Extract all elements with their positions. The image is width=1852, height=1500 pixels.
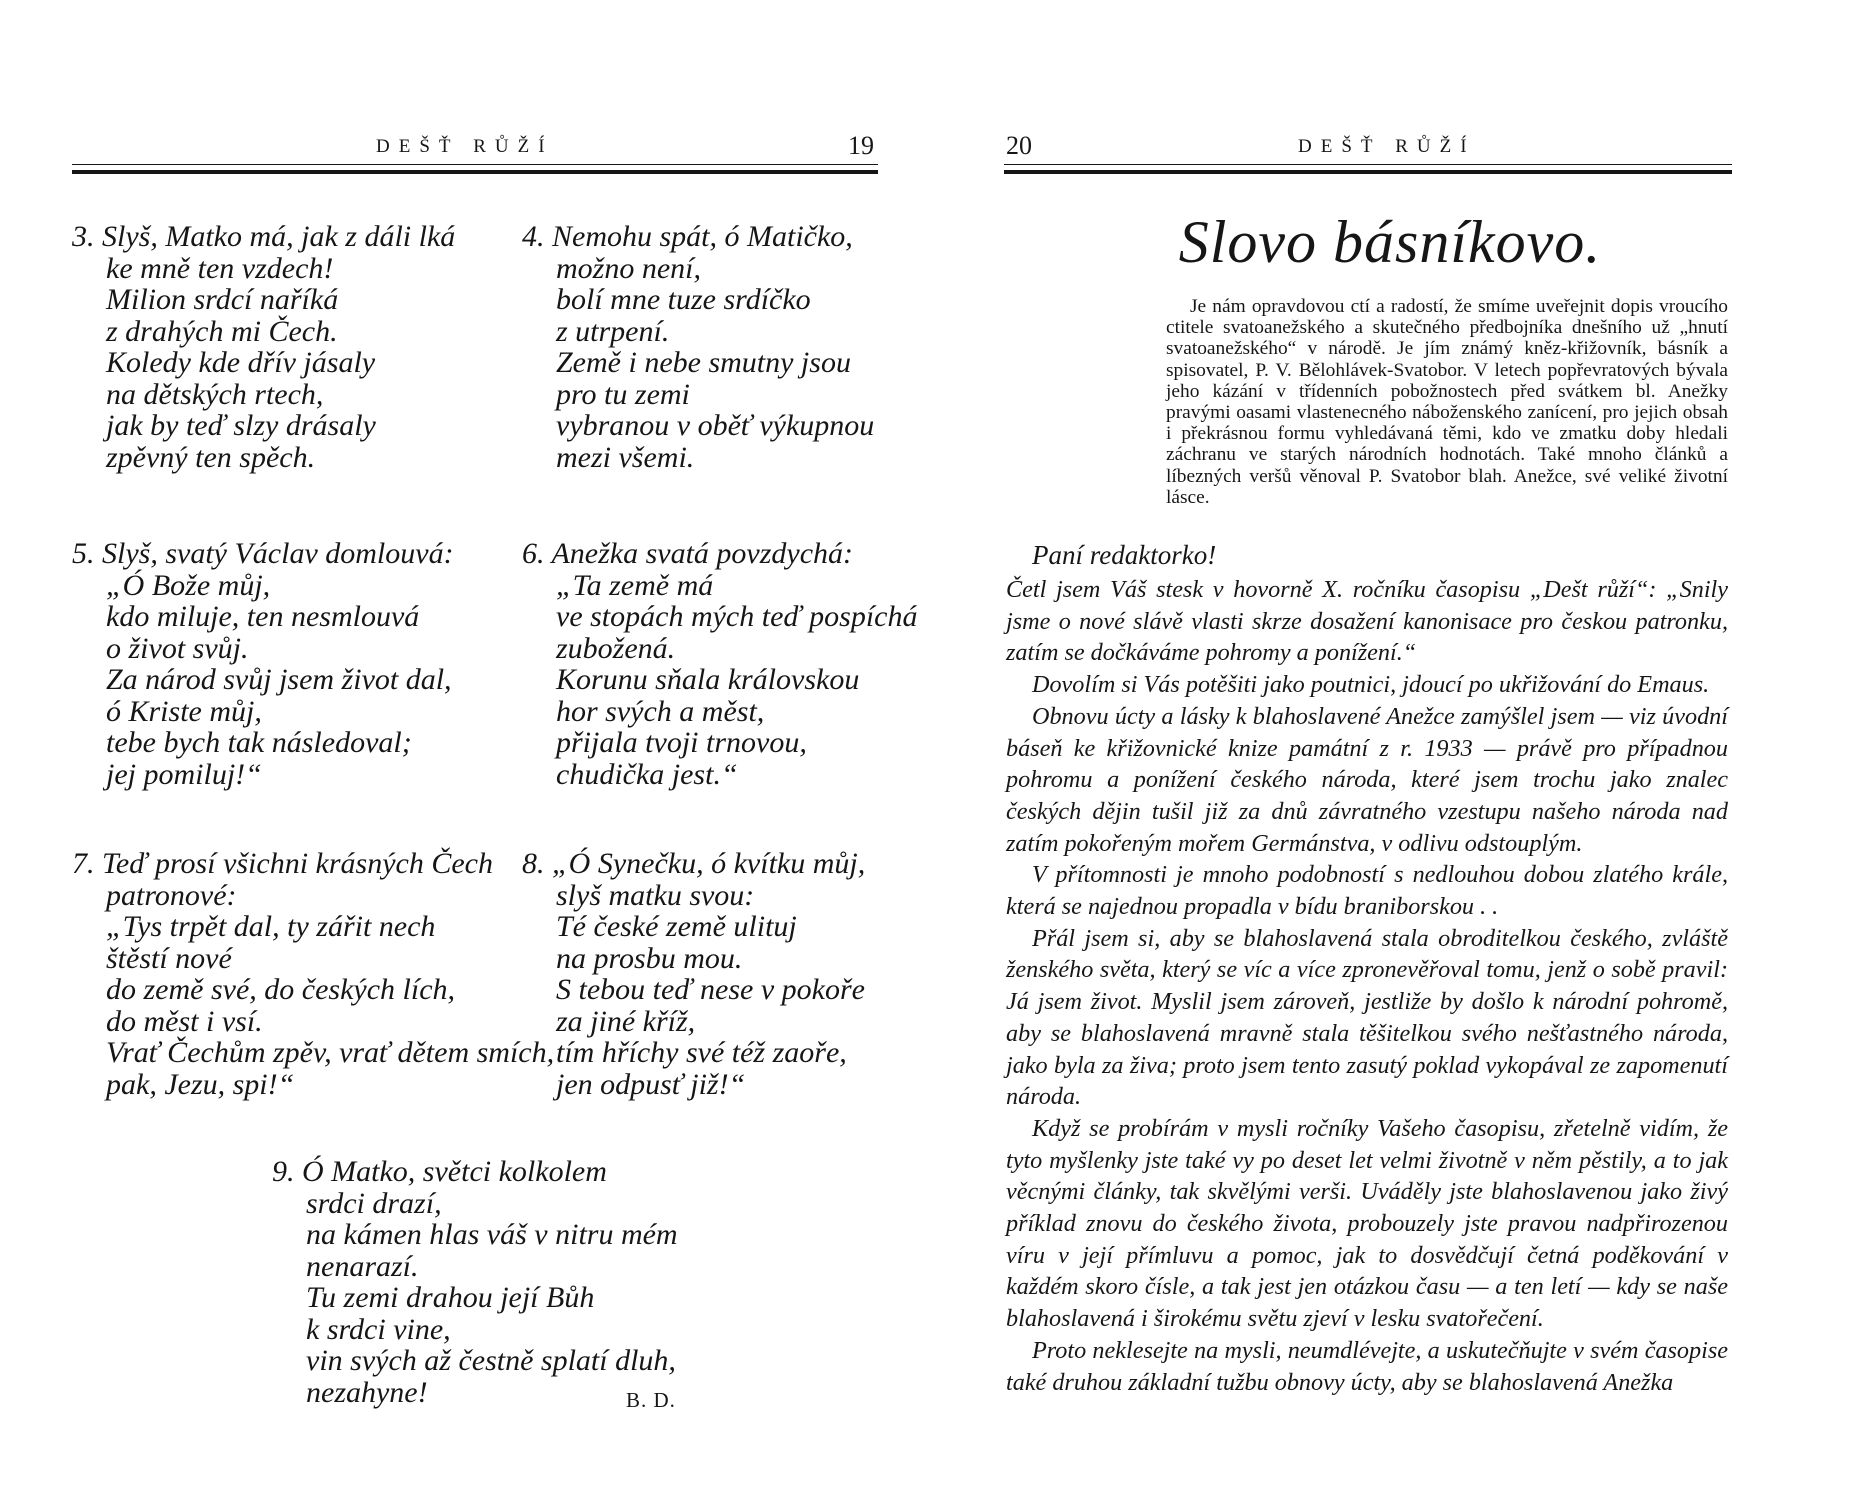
verse-line: chudička jest.“	[556, 757, 738, 791]
verse-line: mezi všemi.	[556, 440, 695, 474]
verse-line: Země i nebe smutny jsou	[556, 346, 851, 379]
verse-line: ke mně ten vzdech!	[106, 251, 334, 285]
header-rule-thick	[1004, 170, 1732, 174]
verse-line: nezahyne!	[306, 1375, 428, 1409]
salutation: Paní redaktorko!	[1032, 540, 1217, 570]
article-title: Slovo básníkovo.	[1178, 209, 1602, 275]
verse-line: slyš matku svou:	[556, 878, 755, 912]
verse-line: ve stopách mých teď pospíchá	[556, 600, 918, 633]
verse-line: vybranou v oběť výkupnou	[556, 409, 875, 442]
verse-line: jen odpusť již!“	[556, 1067, 746, 1101]
verse-line: o život svůj.	[106, 631, 249, 665]
letter-paragraph: V přítomnosti je mnoho podobností s nedlouhou dobou zlatého krále, která se najednou propadla v bídu braniborskou . .	[1006, 861, 1728, 921]
verse-line: Slyš, svatý Václav domlouvá:	[102, 537, 454, 570]
verse-line: Tu zemi drahou její Bůh	[306, 1281, 595, 1314]
verse-line: Ó Matko, světci kolkolem	[302, 1155, 607, 1188]
verse-line: bolí mne tuze srdíčko	[556, 283, 811, 316]
verse-line: z utrpení.	[556, 314, 670, 348]
verse-line: „Ó Synečku, ó kvítku můj,	[552, 847, 866, 880]
verse-line: nenarazí.	[306, 1249, 419, 1283]
verse-line: patronové:	[106, 878, 237, 912]
verse-line: za jiné kříž,	[556, 1004, 696, 1038]
verse-line: „Ó Bože můj,	[106, 568, 271, 602]
stanza-number: 3.	[72, 220, 95, 253]
verse-line: do země své, do českých lích,	[106, 973, 456, 1006]
verse-line: Milion srdcí naříká	[106, 283, 339, 316]
stanza-number: 8.	[522, 847, 545, 880]
stanza	[72, 538, 454, 790]
letter-paragraph: Četl jsem Váš stesk v hovorně X. ročníku časopisu „Dešt růží“: „Snily jsme o nové slávě vlasti skrze dosažení kanonisace pro českou patronku, zatím se dočkáváme pohromy a ponížení.“	[1006, 576, 1728, 667]
verse-line: k srdci vine,	[306, 1312, 451, 1346]
stanza	[72, 848, 554, 1100]
verse-line: S tebou teď nese v pokoře	[556, 973, 865, 1006]
verse-line: tebe bych tak následoval;	[106, 726, 412, 759]
stanza	[522, 538, 917, 790]
verse-line: hor svých a měst,	[556, 694, 765, 728]
header-rule-thin	[72, 164, 878, 165]
stanza	[522, 221, 874, 473]
page-number: 19	[848, 131, 874, 160]
verse-line: „Tys trpět dal, ty zářit nech	[106, 910, 436, 943]
verse-line: přijala tvoji trnovou,	[556, 726, 807, 759]
running-head: DEŠŤ RŮŽÍ	[376, 136, 554, 157]
verse-line: Korunu sňala královskou	[556, 663, 860, 696]
right-page	[926, 0, 1852, 1500]
stanza-number: 6.	[522, 537, 545, 570]
verse-line: pro tu zemi	[556, 377, 690, 411]
letter-body	[1006, 574, 1728, 1398]
verse-line: zpěvný ten spěch.	[106, 440, 316, 474]
verse-line: jak by teď slzy drásaly	[106, 409, 376, 442]
verse-line: Koledy kde dřív jásaly	[106, 346, 376, 379]
verse-line: ó Kriste můj,	[106, 694, 262, 728]
header-rule-thick	[72, 170, 878, 174]
editorial-intro: Je nám opravdovou ctí a radostí, že smíme uveřejnit dopis vroucího ctitele svatoanežského a skutečného předbojníka dnešního už „hnutí svatoanežského“ v národě. Je jím známý kněz-křižovník, básník a spisovatel, P. V. Bělohlávek-Svatobor. V letech popřevratových bývala jeho kázání v třídenních pobožnostech před svátkem bl. Anežky pravými oasami vlastenecného náboženského zanícení, pro jejich obsah i překrásnou formu vyhledávaná těmi, kdo ve zmatku doby hledali záchranu ve starých národních hodnotách. Také mnoho článků a líbezných veršů věnoval P. Svatobor blah. Anežce, své veliké životní lásce.	[1166, 296, 1728, 508]
verse-line: Vrať Čechům zpěv, vrať dětem smích,	[106, 1036, 555, 1069]
stanza	[522, 848, 865, 1100]
verse-line: pak, Jezu, spi!“	[106, 1067, 295, 1101]
verse-line: srdci drazí,	[306, 1186, 442, 1220]
verse-line: do měst i vsí.	[106, 1004, 263, 1038]
verse-line: Nemohu spát, ó Matičko,	[552, 220, 853, 253]
verse-line: Za národ svůj jsem život dal,	[106, 663, 452, 696]
letter-paragraph: Proto neklesejte na mysli, neumdlévejte, a uskutečňujte v svém časopise také druhou základní tužbu obnovy úcty, aby se blahoslavená Anežka	[1006, 1336, 1728, 1396]
stanza-number: 9.	[272, 1155, 295, 1188]
stanza	[72, 221, 455, 473]
header-rule-thin	[1004, 164, 1732, 165]
stanza-number: 7.	[72, 847, 95, 880]
verse-line: Slyš, Matko má, jak z dáli lká	[102, 220, 456, 253]
stanza-number: 4.	[522, 220, 545, 253]
letter-paragraph: Přál jsem si, aby se blahoslavená stala obroditelkou českého, zvláště ženského světa, který se víc a více zpronevěřoval tomu, jenž o sobě pravil: Já jsem život. Myslil jsem zároveň, jestliže by došlo k národní pohromě, aby se blahoslavená mravně stala těšitelkou svého nešťastného národa, jako byla za živa; proto jsem tento zasutý poklad vykopával ze zapomenutí národa.	[1006, 924, 1728, 1111]
verse-line: zubožená.	[556, 631, 676, 665]
verse-line: na dětských rtech,	[106, 377, 324, 411]
verse-line: Anežka svatá povzdychá:	[551, 537, 854, 570]
letter-paragraph: Obnovu úcty a lásky k blahoslavené Anežce zamýšlel jsem — viz úvodní báseň ke křižovnické knize památní z r. 1933 — právě pro případnou pohromu a ponížení českého národa, které jsem trochu jako znalec českých dějin tušil již za dnů závratného vzestupu našeho národa nad zatím pokořeným mořem Germánstva, v odlivu odstouplým.	[1006, 702, 1728, 857]
stanza	[272, 1156, 678, 1408]
verse-line: Teď prosí všichni krásných Čech	[102, 847, 493, 880]
verse-line: jej pomiluj!“	[106, 757, 262, 791]
letter-paragraph: Když se probírám v mysli ročníky Vašeho časopisu, zřetelně vidím, že tyto myšlenky jste také vy po deset let velmi životně v něm pěstily, a to jak věcnými články, tak skvělými verši. Uváděly jste blahoslavenou jako živý příklad znovu do českého života, probouzely jste pravou nadpřirozenou víru v její přímluvu a pomoc, jak to dosvědčují četná poděkování v každém skoro čísle, a tak jest jen otázkou času — a ten letí — kdy se naše blahoslavená i širokému světu zjeví v lesku svatořečení.	[1006, 1114, 1728, 1333]
letter-paragraph: Dovolím si Vás potěšiti jako poutnici, jdoucí po ukřižování do Emaus.	[1032, 671, 1710, 699]
verse-line: možno není,	[556, 251, 701, 285]
page-number: 20	[1006, 131, 1032, 160]
running-head: DEŠŤ RŮŽÍ	[1298, 136, 1476, 157]
stanza-number: 5.	[72, 537, 95, 570]
verse-line: z drahých mi Čech.	[106, 314, 338, 348]
verse-line: na prosbu mou.	[556, 941, 743, 975]
signature: B. D.	[626, 1388, 676, 1412]
verse-line: kdo miluje, ten nesmlouvá	[106, 600, 420, 633]
verse-line: na kámen hlas váš v nitru mém	[306, 1218, 678, 1251]
verse-line: Té české země ulituj	[556, 910, 797, 943]
verse-line: vin svých až čestně splatí dluh,	[306, 1344, 676, 1377]
verse-line: tím hříchy své též zaoře,	[556, 1036, 847, 1069]
verse-line: štěstí nové	[106, 941, 232, 975]
verse-line: „Ta země má	[556, 568, 714, 602]
